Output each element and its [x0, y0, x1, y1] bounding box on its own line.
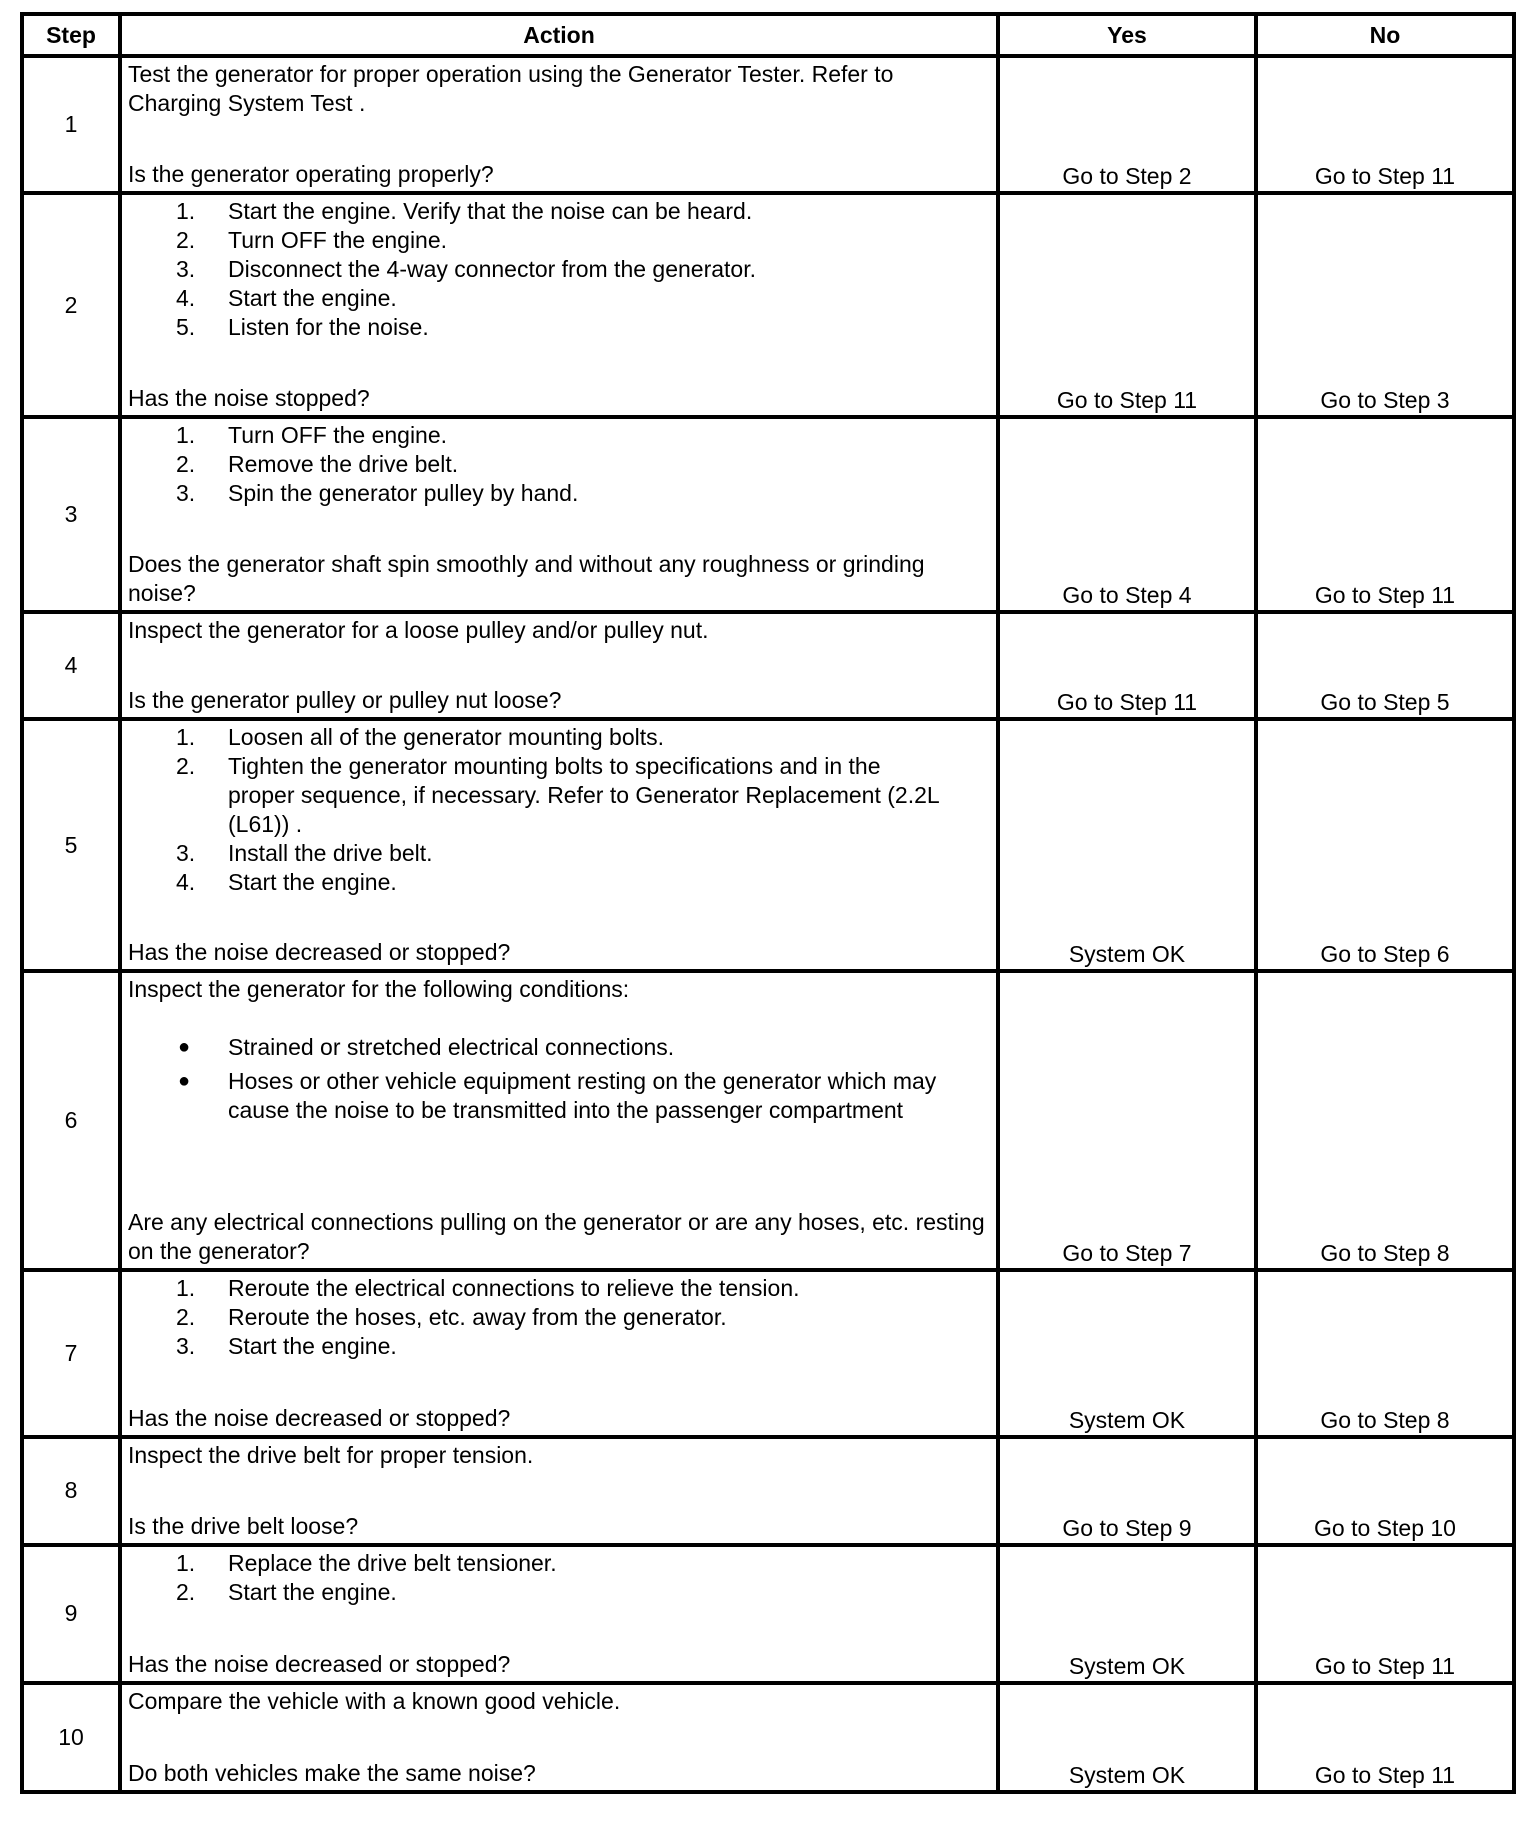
numbered-list — [128, 723, 992, 897]
action-question: Do both vehicles make the same noise? — [128, 1760, 536, 1786]
list-item: 5. Listen for the noise. — [176, 314, 429, 341]
numbered-list — [128, 421, 992, 508]
action-text: Compare the vehicle with a known good vehicle. — [128, 1687, 621, 1714]
yes-result: System OK — [998, 719, 1256, 971]
action-question: Has the noise stopped? — [128, 385, 370, 412]
yes-result: Go to Step 4 — [998, 417, 1256, 612]
table-row — [22, 612, 1514, 719]
list-item: 1. Start the engine. Verify that the noise can be heard. — [176, 198, 753, 225]
header-no: No — [1256, 14, 1514, 56]
no-result: Go to Step 11 — [1256, 56, 1514, 193]
table-row — [22, 971, 1514, 1270]
list-item: 3. Disconnect the 4-way connector from the generator. — [176, 256, 757, 283]
step-number: 1 — [22, 56, 120, 193]
step-number: 4 — [22, 612, 120, 719]
no-result: Go to Step 3 — [1256, 193, 1514, 417]
table-row — [22, 417, 1514, 612]
table-row — [22, 1545, 1514, 1682]
list-item: 2. Remove the drive belt. — [176, 451, 459, 478]
action-text: Charging System Test . — [128, 90, 366, 116]
step-number: 3 — [22, 417, 120, 612]
list-item: 3. Start the engine. — [176, 1333, 397, 1360]
list-item: 2. Start the engine. — [176, 1579, 397, 1606]
list-item: ● Strained or stretched electrical connections. — [178, 1034, 675, 1061]
list-item: 2. Reroute the hoses, etc. away from the generator. — [176, 1304, 727, 1331]
header-step: Step — [22, 14, 120, 56]
action-cell — [120, 56, 998, 193]
action-question: Is the generator pulley or pulley nut loose? — [128, 687, 562, 714]
no-result: Go to Step 8 — [1256, 1270, 1514, 1437]
bullet-list — [128, 1033, 992, 1125]
action-cell — [120, 417, 998, 612]
no-result: Go to Step 10 — [1256, 1437, 1514, 1545]
step-number: 10 — [22, 1683, 120, 1792]
action-question: Is the drive belt loose? — [128, 1513, 359, 1540]
table-row — [22, 1683, 1514, 1792]
step-number: 8 — [22, 1437, 120, 1545]
list-item: ● Hoses or other vehicle equipment resting on the generator which may cause the noise to be transmitted into the passenger compartment — [178, 1068, 937, 1124]
action-cell — [120, 719, 998, 971]
table-row — [22, 56, 1514, 193]
action-question: Has the noise decreased or stopped? — [128, 1650, 511, 1677]
no-result: Go to Step 11 — [1256, 1545, 1514, 1682]
action-cell — [120, 193, 998, 417]
table-row — [22, 1437, 1514, 1545]
no-result: Go to Step 5 — [1256, 612, 1514, 719]
action-text: Inspect the drive belt for proper tension. — [128, 1441, 534, 1468]
list-item: 2. Tighten the generator mounting bolts to specifications and in the proper sequence, if necessary. Refer to Generator Replacement (2.2L (L61)) . — [176, 753, 939, 838]
table-row — [22, 193, 1514, 417]
list-item: 1. Reroute the electrical connections to relieve the tension. — [176, 1275, 800, 1302]
action-question: Are any electrical connections pulling on the generator or are any hoses, etc. resting on the generator? — [128, 1209, 985, 1265]
list-item: 1. Turn OFF the engine. — [176, 422, 448, 449]
numbered-list — [128, 1549, 992, 1607]
list-item: 2. Turn OFF the engine. — [176, 227, 448, 254]
no-result: Go to Step 6 — [1256, 719, 1514, 971]
step-number: 2 — [22, 193, 120, 417]
no-result: Go to Step 11 — [1256, 417, 1514, 612]
action-question: Has the noise decreased or stopped? — [128, 939, 511, 966]
numbered-list — [128, 197, 992, 342]
action-cell — [120, 612, 998, 719]
action-text: Test the generator for proper operation using the Generator Tester. Refer to — [128, 61, 894, 87]
yes-result: Go to Step 11 — [998, 612, 1256, 719]
list-item: 1. Loosen all of the generator mounting bolts. — [176, 724, 665, 751]
step-number: 9 — [22, 1545, 120, 1682]
yes-result: Go to Step 9 — [998, 1437, 1256, 1545]
action-cell — [120, 1545, 998, 1682]
table-row — [22, 719, 1514, 971]
yes-result: Go to Step 2 — [998, 56, 1256, 193]
header-row — [22, 14, 1514, 56]
numbered-list — [128, 1274, 992, 1361]
header-action: Action — [120, 14, 998, 56]
table-row — [22, 1270, 1514, 1437]
header-yes: Yes — [998, 14, 1256, 56]
action-cell — [120, 1437, 998, 1545]
yes-result: System OK — [998, 1683, 1256, 1792]
list-item: 4. Start the engine. — [176, 869, 397, 896]
action-question: Is the generator operating properly? — [128, 161, 494, 188]
yes-result: Go to Step 11 — [998, 193, 1256, 417]
list-item: 3. Install the drive belt. — [176, 840, 433, 867]
action-question: Does the generator shaft spin smoothly and without any roughness or grinding noise? — [128, 550, 925, 606]
yes-result: Go to Step 7 — [998, 971, 1256, 1270]
yes-result: System OK — [998, 1545, 1256, 1682]
action-text: Inspect the generator for the following conditions: — [128, 976, 630, 1003]
step-number: 5 — [22, 719, 120, 971]
list-item: 4. Start the engine. — [176, 285, 397, 312]
list-item: 3. Spin the generator pulley by hand. — [176, 480, 579, 507]
step-number: 7 — [22, 1270, 120, 1437]
diagnostic-table — [20, 12, 1516, 1794]
action-cell — [120, 1683, 998, 1792]
list-item: 1. Replace the drive belt tensioner. — [176, 1550, 557, 1577]
action-question: Has the noise decreased or stopped? — [128, 1404, 511, 1431]
no-result: Go to Step 11 — [1256, 1683, 1514, 1792]
action-cell — [120, 971, 998, 1270]
action-cell — [120, 1270, 998, 1437]
no-result: Go to Step 8 — [1256, 971, 1514, 1270]
yes-result: System OK — [998, 1270, 1256, 1437]
step-number: 6 — [22, 971, 120, 1270]
action-text: Inspect the generator for a loose pulley and/or pulley nut. — [128, 616, 709, 643]
